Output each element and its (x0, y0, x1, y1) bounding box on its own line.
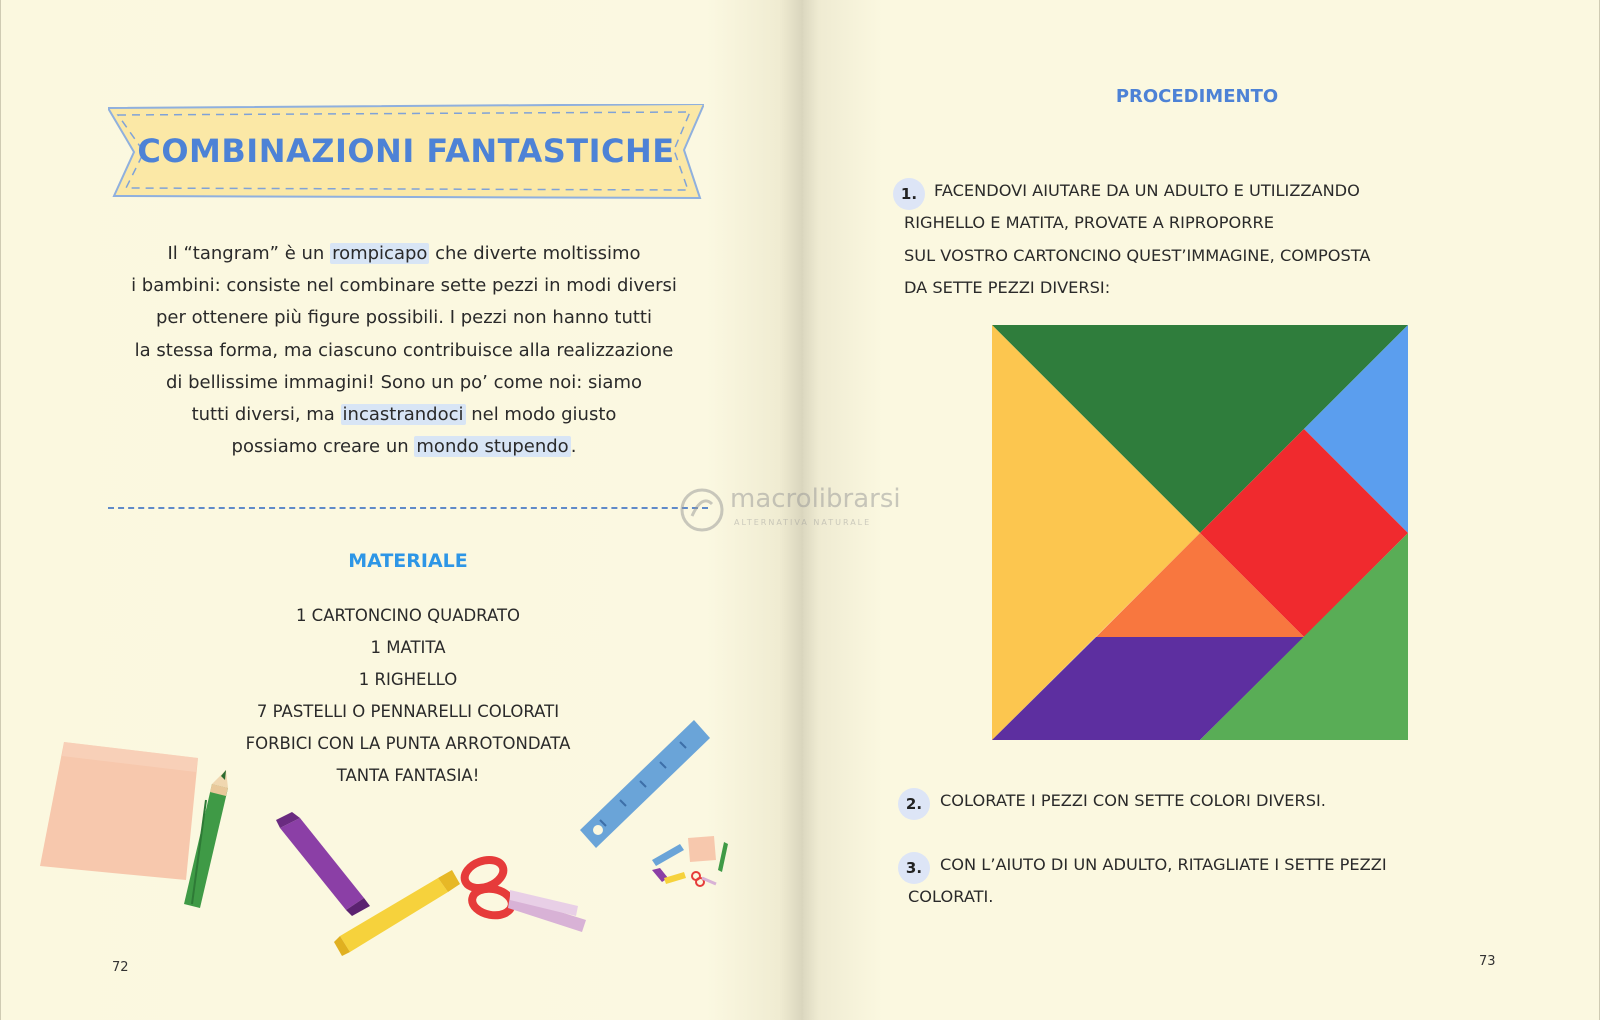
dashed-divider (108, 507, 708, 509)
banner-title: COMBINAZIONI FANTASTICHE (137, 132, 675, 170)
page-number-left: 72 (112, 960, 129, 975)
intro-line-6 (108, 399, 700, 431)
intro-line-5: di bellissime immagini! Sono un po’ come noi: siamo (165, 371, 642, 393)
step-3-text (908, 849, 1387, 914)
intro-text: che diverte moltissimo (429, 243, 641, 264)
intro-text: . (570, 436, 577, 458)
material-item: 7 PASTELLI O PENNARELLI COLORATI (256, 702, 560, 721)
intro-line-3: per ottenere più figure possibili. I pezzi non hanno tutti (156, 307, 652, 329)
material-item: 1 CARTONCINO QUADRATO (295, 606, 521, 625)
step-1-line: SUL VOSTRO CARTONCINO QUEST’IMMAGINE, COMPOSTA (904, 245, 1371, 265)
page-edge (0, 0, 1, 1020)
intro-line-7 (108, 431, 700, 463)
step-1-text (904, 175, 1370, 304)
step-2-line: COLORATE I PEZZI CON SETTE COLORI DIVERSI. (940, 791, 1326, 810)
step-1-number: 1. (893, 178, 925, 210)
intro-text: Il “tangram” è un (167, 243, 331, 264)
step-3-number: 3. (898, 852, 930, 884)
page-number-right: 73 (1479, 954, 1496, 969)
step-1-line: DA SETTE PEZZI DIVERSI: (904, 277, 1111, 297)
step-1-line: RIGHELLO E MATITA, PROVATE A RIPROPORRE (904, 213, 1274, 233)
step-2-number: 2. (898, 788, 930, 820)
watermark-logo-icon (678, 486, 726, 534)
intro-line-4: la stessa forma, ma ciascuno contribuisce alla realizzazione (134, 339, 674, 361)
step-2-text (940, 785, 1326, 817)
intro-line-2: i bambini: consiste nel combinare sette pezzi in modi diversi (131, 275, 677, 297)
ruler-icon (580, 720, 710, 848)
procedure-title: PROCEDIMENTO (1115, 86, 1279, 107)
watermark (676, 482, 956, 542)
highlight-mondo-stupendo: mondo stupendo (416, 436, 569, 458)
material-item: FORBICI CON LA PUNTA ARROTONDATA (245, 734, 571, 753)
intro-text: possiamo creare un (231, 436, 415, 458)
watermark-subtext: ALTERNATIVA NATURALE (734, 518, 872, 527)
step-3-line: CON L’AIUTO DI UN ADULTO, RITAGLIATE I SETTE PEZZI (940, 855, 1387, 874)
tangram-figure (992, 325, 1408, 740)
watermark-text: macrolibrarsi (730, 484, 901, 514)
marker-icon (276, 812, 370, 916)
material-item: 1 MATITA (370, 638, 446, 657)
highlight-incastrandoci: incastrandoci (342, 404, 464, 426)
intro-line-1 (108, 238, 700, 270)
intro-text: tutti diversi, ma (191, 404, 341, 426)
scissors-icon (461, 855, 586, 932)
step-1-line: FACENDOVI AIUTARE DA UN ADULTO E UTILIZZANDO (934, 181, 1360, 200)
step-3-line: COLORATI. (908, 887, 994, 907)
material-title: MATERIALE (348, 550, 468, 572)
material-item: 1 RIGHELLO (358, 670, 458, 689)
small-supplies-icon (652, 836, 728, 886)
paper-square-icon (40, 742, 198, 880)
highlight-rompicapo: rompicapo (332, 243, 428, 264)
intro-text: nel modo giusto (465, 404, 617, 426)
intro-paragraph (108, 238, 700, 463)
material-item: TANTA FANTASIA! (336, 766, 480, 785)
